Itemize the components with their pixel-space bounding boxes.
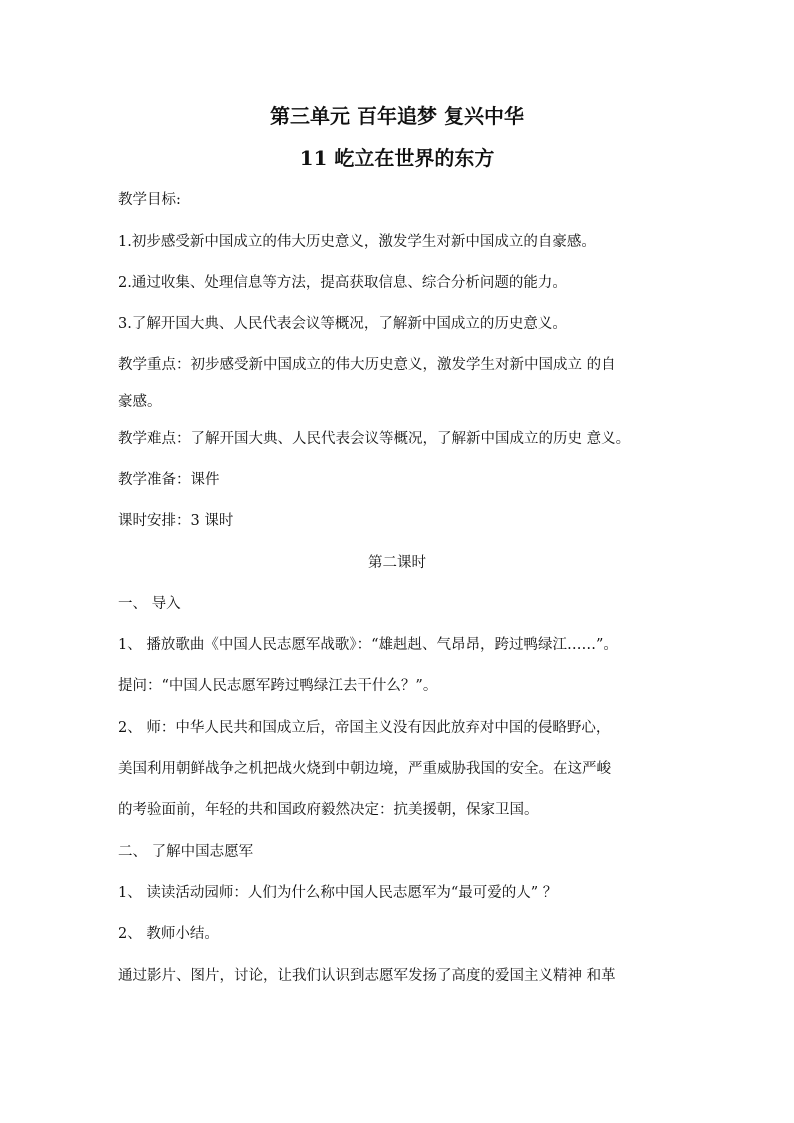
volunteers-item-2: 2、 教师小结。 (118, 926, 219, 942)
key-points-line-1: 教学重点：初步感受新中国成立的伟大历史意义，激发学生对新中国成立 的自 (118, 357, 616, 373)
section-volunteers-heading: 二、 了解中国志愿军 (118, 844, 254, 860)
objectives-heading: 教学目标: (118, 192, 181, 208)
session-heading: 第二课时 (368, 555, 426, 571)
unit-title: 第三单元 百年追梦 复兴中华 (270, 104, 524, 128)
intro-item-1: 1、 播放歌曲《中国人民志愿军战歌》：“雄赳赳、气昂昂，跨过鸭绿江……”。 (118, 637, 618, 653)
objective-3: 3.了解开国大典、人民代表会议等概况，了解新中国成立的历史意义。 (118, 316, 567, 332)
lesson-title: 11 屹立在世界的东方 (299, 146, 495, 170)
difficulties-line: 教学难点：了解开国大典、人民代表会议等概况，了解新中国成立的历史 意义。 (118, 431, 631, 447)
schedule-line: 课时安排：3 课时 (118, 513, 234, 529)
objective-2: 2.通过收集、处理信息等方法，提高获取信息、综合分析问题的能力。 (118, 275, 567, 291)
preparation-line: 教学准备：课件 (118, 472, 220, 488)
volunteers-summary-line: 通过影片、图片，讨论，让我们认识到志愿军发扬了高度的爱国主义精神 和革 (118, 968, 616, 984)
key-points-line-2: 豪感。 (118, 394, 162, 410)
section-intro-heading: 一、 导入 (118, 596, 181, 612)
objective-1: 1.初步感受新中国成立的伟大历史意义，激发学生对新中国成立的自豪感。 (118, 234, 596, 250)
intro-item-2-line-2: 美国利用朝鲜战争之机把战火烧到中朝边境，严重威胁我国的安全。在这严峻 (118, 761, 611, 777)
intro-item-2-line-3: 的考验面前，年轻的共和国政府毅然决定：抗美援朝，保家卫国。 (118, 802, 539, 818)
volunteers-item-1: 1、 读读活动园师：人们为什么称中国人民志愿军为“最可爱的人” ？ (118, 885, 558, 901)
intro-question: 提问：“中国人民志愿军跨过鸭绿江去干什么？”。 (118, 678, 438, 694)
intro-item-2-line-1: 2、 师：中华人民共和国成立后，帝国主义没有因此放弃对中国的侵略野心， (118, 720, 611, 736)
